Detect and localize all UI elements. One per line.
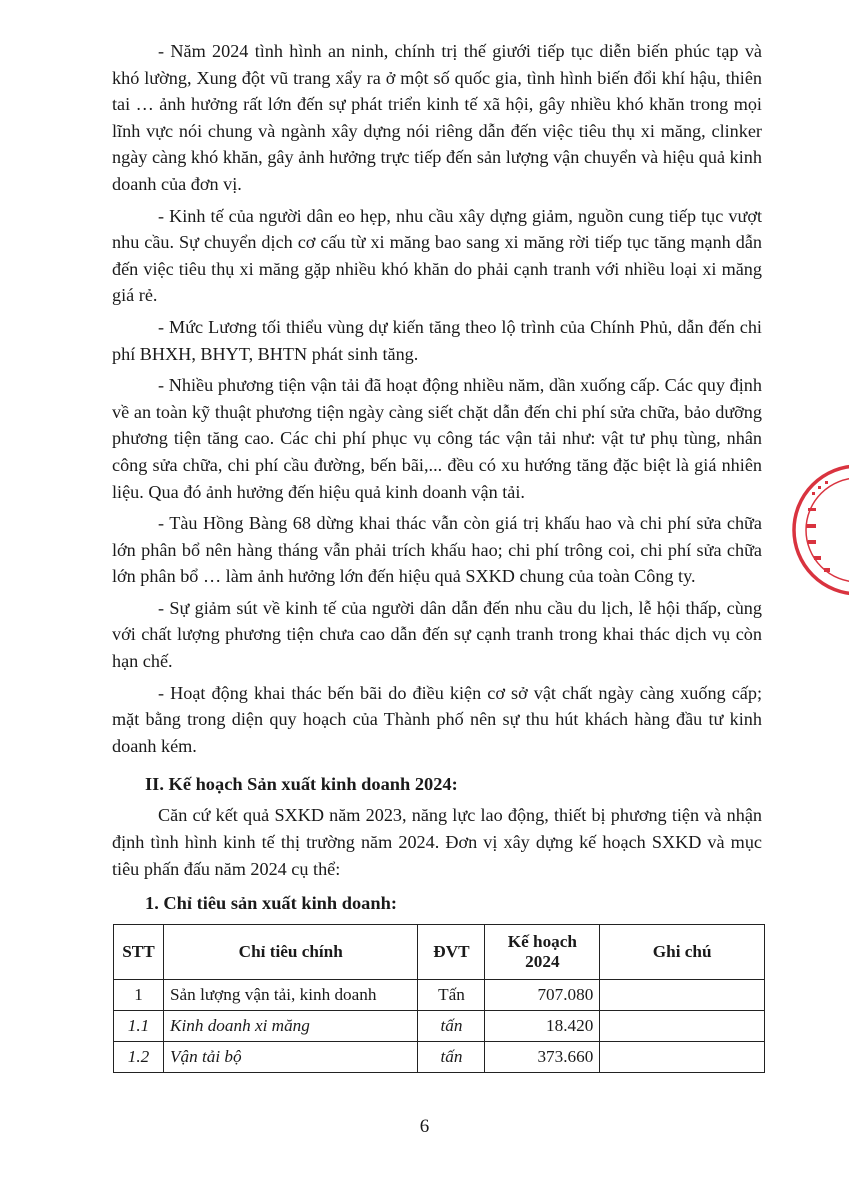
cell-indicator: Kinh doanh xi măng (163, 1011, 417, 1042)
table-row (114, 1011, 765, 1042)
section-intro: Căn cứ kết quả SXKD năm 2023, năng lực lao động, thiết bị phương tiện và nhận định tình hình kinh tế thị trường năm 2024. Đơn vị xây dựng kế hoạch SXKD và mục tiêu phấn đấu năm 2024 cụ thể: (112, 805, 762, 879)
header-unit: ĐVT (418, 925, 485, 980)
table-row (114, 980, 765, 1011)
header-plan: Kế hoạch 2024 (485, 925, 600, 980)
paragraph-economy: - Kinh tế của người dân eo hẹp, nhu cầu xây dựng giảm, nguồn cung tiếp tục vượt nhu cầu. Sự chuyển dịch cơ cấu từ xi măng bao sang xi măng rời tiếp tục tăng mạnh dẫn đến việc tiêu thụ xi măng gặp nhiều khó khăn do phải cạnh tranh với nhiều loại xi măng giá rẻ. (112, 205, 762, 306)
seal-marks (806, 481, 830, 572)
paragraph-tourism: - Sự giảm sút về kinh tế của người dân dẫn đến nhu cầu du lịch, lễ hội thấp, cùng với chất lượng phương tiện chưa cao dẫn đến sự cạnh tranh trong khai thác dịch vụ còn hạn chế. (112, 597, 762, 672)
header-stt: STT (114, 925, 164, 980)
subheading-indicators: 1. Chỉ tiêu sản xuất kinh doanh: (145, 893, 397, 914)
cell-note (600, 1042, 765, 1073)
header-indicator: Chỉ tiêu chính (163, 925, 417, 980)
cell-stt: 1 (114, 980, 164, 1011)
kpi-table (113, 924, 765, 1073)
cell-plan: 18.420 (485, 1011, 600, 1042)
table-row (114, 1042, 765, 1073)
paragraph-vehicles: - Nhiều phương tiện vận tải đã hoạt động nhiều năm, dần xuống cấp. Các quy định về an toàn kỹ thuật phương tiện ngày càng siết chặt dẫn đến chi phí sửa chữa, bảo dưỡng phương tiện tăng cao. Các chi phí phục vụ công tác vận tải như: vật tư phụ tùng, nhân công sửa chữa, chi phí cầu đường, bến bãi,... đều có xu hướng tăng đặc biệt là giá nhiên liệu. Qua đó ảnh hưởng đến hiệu quả kinh doanh vận tải. (112, 375, 762, 502)
cell-unit: tấn (418, 1011, 485, 1042)
document-body (112, 38, 762, 1073)
header-note: Ghi chú (600, 925, 765, 980)
cell-plan: 373.660 (485, 1042, 600, 1073)
cell-stt: 1.1 (114, 1011, 164, 1042)
paragraph-minimum-wage: - Mức Lương tối thiểu vùng dự kiến tăng theo lộ trình của Chính Phủ, dẫn đến chi phí BHXH, BHYT, BHTN phát sinh tăng. (112, 316, 762, 364)
paragraph-security-situation: - Năm 2024 tình hình an ninh, chính trị thế giưới tiếp tục diễn biến phúc tạp và khó lường, Xung đột vũ trang xẩy ra ở một số quốc gia, tình hình biến đổi khí hậu, thiên tai … ảnh hưởng rất lớn đến sự phát triển kinh tế xã hội, gây nhiều khó khăn trong mọi lĩnh vực nói chung và ngành xây dựng nói riêng dẫn đến việc tiêu thụ xi măng, clinker ngày càng khó khăn, gây ảnh hưởng trực tiếp đến sản lượng vận chuyển và hiệu quả kinh doanh của đơn vị. (112, 41, 762, 194)
paragraph-yard-operations: - Hoạt động khai thác bến bãi do điều kiện cơ sở vật chất ngày càng xuống cấp; mặt bằng trong diện quy hoạch của Thành phố nên sự thu hút khách hàng đầu tư kinh doanh kém. (112, 682, 762, 756)
cell-note (600, 1011, 765, 1042)
cell-plan: 707.080 (485, 980, 600, 1011)
cell-indicator: Sản lượng vận tải, kinh doanh (163, 980, 417, 1011)
company-seal-stamp (788, 460, 849, 600)
cell-stt: 1.2 (114, 1042, 164, 1073)
cell-unit: tấn (418, 1042, 485, 1073)
paragraph-hong-bang-ship: - Tàu Hồng Bàng 68 dừng khai thác vẫn còn giá trị khấu hao và chi phí sửa chữa lớn phân bổ nên hàng tháng vẫn phải trích khấu hao; chi phí trông coi, chi phí sửa chữa lớn phân bổ … làm ảnh hưởng lớn đến hiệu quả SXKD chung của toàn Công ty. (112, 513, 762, 587)
cell-unit: Tấn (418, 980, 485, 1011)
cell-indicator: Vận tải bộ (163, 1042, 417, 1073)
cell-note (600, 980, 765, 1011)
table-header-row (114, 925, 765, 980)
page-number: 6 (419, 1116, 430, 1137)
section-heading: II. Kế hoạch Sản xuất kinh doanh 2024: (145, 774, 458, 795)
seal-outer-ring (794, 466, 849, 594)
